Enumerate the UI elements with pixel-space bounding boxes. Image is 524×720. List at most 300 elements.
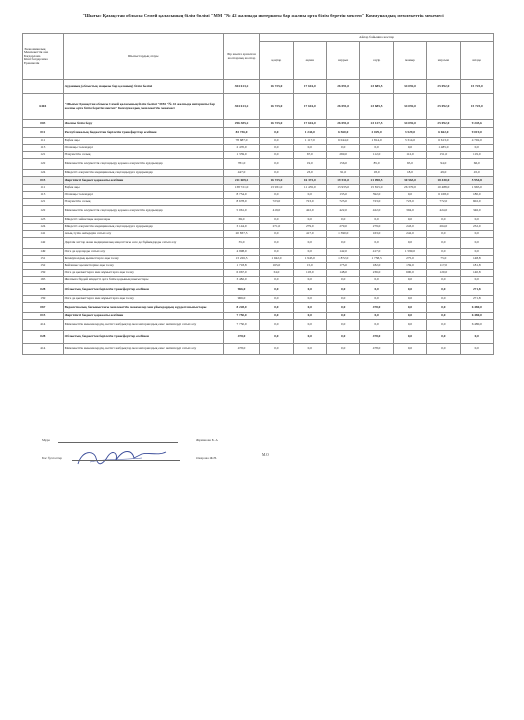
table-row — [23, 344, 494, 355]
row-month-value: 16 725,0 — [260, 94, 293, 120]
row-month-value: 30 563,0 — [393, 177, 426, 185]
table-row — [23, 217, 494, 224]
row-annual-total: 478,0 — [223, 331, 259, 344]
row-month-value: 422,0 — [326, 206, 359, 217]
row-month-value: 0,0 — [360, 238, 393, 249]
row-month-value: 0,0 — [360, 296, 393, 303]
row-code: 149 — [23, 249, 64, 256]
row-annual-total: 478,0 — [223, 344, 259, 355]
row-month-value: 1 814,0 — [360, 138, 393, 145]
row-month-value: 26 370,0 — [393, 185, 426, 192]
row-code: 067 — [23, 303, 64, 313]
row-code: 159 — [23, 296, 64, 303]
row-month-value: 0,0 — [393, 217, 426, 224]
row-month-value: 0,0 — [260, 128, 293, 138]
row-month-value: 0,0 — [360, 277, 393, 284]
row-code — [23, 80, 64, 94]
row-month-value: 163,0 — [360, 231, 393, 238]
row-month-value: 0,0 — [326, 331, 359, 344]
row-expense-name: Жалпы білім беру — [63, 120, 223, 128]
row-month-value: 159,0 — [393, 263, 426, 270]
stamp-label: М.О — [262, 453, 269, 457]
row-month-value: 723,0 — [393, 199, 426, 206]
row-month-value: 66,0 — [460, 159, 493, 170]
row-code: 124 — [23, 170, 64, 177]
row-annual-total: 8 678,0 — [223, 199, 259, 206]
row-month-value: 6 168,0 — [427, 192, 460, 199]
row-month-value: 0,0 — [427, 231, 460, 238]
row-month-value: 422,0 — [360, 206, 393, 217]
row-month-value: 0,0 — [260, 296, 293, 303]
row-month-value: 165,0 — [260, 263, 293, 270]
row-expense-name: Жалпыға бірдей міндетті орта білім қорының шығыстары — [63, 277, 223, 284]
row-month-value: 0,0 — [260, 331, 293, 344]
row-month-value: 156,0 — [326, 159, 359, 170]
row-month-value: 478,0 — [360, 303, 393, 313]
table-row — [23, 138, 494, 145]
row-annual-total: 966,0 — [223, 284, 259, 296]
row-annual-total: 20 837,5 — [223, 231, 259, 238]
header-month: шілде — [460, 42, 493, 80]
row-month-value: 91,0 — [326, 170, 359, 177]
header-month: мамыр — [393, 42, 426, 80]
row-expense-name: Міндетті әлеуметтік медициналық сақтандыруға аударымдар — [63, 224, 223, 231]
row-month-value: 0,0 — [427, 331, 460, 344]
accountant-signature-line — [72, 460, 180, 461]
header-monthly-plan: Айлар бойынша жоспар — [260, 34, 494, 42]
table-row — [23, 296, 494, 303]
row-expense-name: Мемлекеттік әлеуметтік сақтандыру қорына әлеуметтік аударымдар — [63, 159, 223, 170]
row-month-value: 0,0 — [427, 303, 460, 313]
row-code: 414 — [23, 344, 64, 355]
row-month-value: 180,0 — [460, 192, 493, 199]
row-month-value: 0,0 — [260, 313, 293, 320]
row-expense-name: Республикалық бюджеттен берілетін трансферттер есебінен — [63, 128, 223, 138]
row-annual-total: 304 613,2 — [223, 94, 259, 120]
row-code: 113 — [23, 192, 64, 199]
row-annual-total: 966,0 — [223, 296, 259, 303]
row-month-value: 0,0 — [427, 249, 460, 256]
row-expense-name: Мемлекеттік мекемелердің, негізгі жабдықтар мен материалдық емес активтерді сатып алу — [63, 320, 223, 331]
header-classification-line: Экономикалық — [24, 46, 46, 51]
director-label: Мұра — [42, 438, 50, 442]
row-month-value: 6 560,0 — [326, 128, 359, 138]
row-month-value: 9 019,0 — [460, 128, 493, 138]
table-row — [23, 270, 494, 277]
row-month-value: 10 488,0 — [427, 185, 460, 192]
table-row — [23, 80, 494, 94]
row-annual-total: 13 226,5 — [223, 256, 259, 263]
row-month-value: 15 725,0 — [460, 80, 493, 94]
row-month-value: 0,0 — [293, 344, 326, 355]
handwritten-signature — [72, 444, 172, 470]
row-month-value: 0,0 — [260, 277, 293, 284]
row-month-value: 275,0 — [393, 256, 426, 263]
row-annual-total: 3 482,0 — [223, 277, 259, 284]
row-month-value: 34,0 — [260, 270, 293, 277]
row-month-value: 17 616,0 — [293, 94, 326, 120]
row-month-value: 0,0 — [293, 303, 326, 313]
row-code: 111 — [23, 185, 64, 192]
row-month-value: 279,0 — [293, 224, 326, 231]
header-annual-plan: Бір жылға арналған жоспарлық жоспар — [223, 34, 259, 80]
row-month-value: 19,0 — [293, 159, 326, 170]
row-month-value: 0,0 — [460, 231, 493, 238]
row-month-value: 0,0 — [460, 344, 493, 355]
row-expense-name: Еңбек ақы — [63, 138, 223, 145]
row-month-value: 232,0 — [460, 224, 493, 231]
row-month-value: 0,0 — [326, 313, 359, 320]
header-classification-line: Кіші багдарлама — [24, 57, 48, 62]
row-month-value: 0,0 — [427, 296, 460, 303]
row-annual-total: 35,0 — [223, 238, 259, 249]
row-month-value: 478,0 — [360, 344, 393, 355]
row-month-value: 0,0 — [293, 320, 326, 331]
row-annual-total: 781,0 — [223, 159, 259, 170]
row-month-value: 23 127,5 — [360, 120, 393, 128]
director-name: Жұманова Б. А — [196, 438, 218, 442]
row-month-value: 182,0 — [360, 263, 393, 270]
table-row — [23, 185, 494, 192]
row-month-value: 723,0 — [293, 199, 326, 206]
row-month-value: 17 616,0 — [293, 80, 326, 94]
row-expense-name: Әлеуметтік салық — [63, 199, 223, 206]
row-month-value: 148,0 — [326, 270, 359, 277]
row-month-value: 0,0 — [427, 217, 460, 224]
row-month-value: 1 244,0 — [293, 128, 326, 138]
row-month-value: 1 485,0 — [427, 145, 460, 152]
row-month-value: 0,0 — [293, 284, 326, 296]
header-month: ақпан — [293, 42, 326, 80]
row-month-value: 1 758,5 — [360, 256, 393, 263]
row-month-value: 23 685,5 — [360, 94, 393, 120]
row-month-value: 0,0 — [393, 192, 426, 199]
row-month-value: 0,0 — [427, 344, 460, 355]
row-month-value: 23,0 — [293, 170, 326, 177]
row-month-value: 592,0 — [360, 192, 393, 199]
table-row — [23, 231, 494, 238]
row-month-value: 119,0 — [460, 152, 493, 159]
row-month-value: 0,0 — [293, 331, 326, 344]
row-month-value: 26 091,0 — [326, 80, 359, 94]
row-month-value: 0,0 — [393, 277, 426, 284]
row-month-value: 140,8 — [460, 270, 493, 277]
row-month-value: 279,0 — [360, 224, 393, 231]
row-month-value: 45,0 — [460, 170, 493, 177]
row-month-value: 1 599,0 — [393, 249, 426, 256]
header-expense-name: Шығыстардың атауы — [63, 34, 223, 80]
row-code: 151 — [23, 256, 64, 263]
row-month-value: 0,0 — [460, 238, 493, 249]
row-month-value: 6 044,0 — [326, 138, 359, 145]
row-expense-name: "Шығыс Қазақстан облысы Семей қаласының білім бөлімі "ММ "№ 42 жалпыда интернаты бар жалпы орта білім беретін мектеп" Коммуналдық мемлекеттік мекемесі — [63, 94, 223, 120]
table-row — [23, 313, 494, 320]
row-month-value: 602,0 — [460, 199, 493, 206]
row-expense-name: Дәрілік заттар және медициналық мақсаттағы өзге де бұйымдарды сатып алу — [63, 238, 223, 249]
row-annual-total: 1 718,8 — [223, 263, 259, 270]
row-annual-total: 8 228,0 — [223, 303, 259, 313]
table-row — [23, 284, 494, 296]
row-month-value: 6 480,0 — [460, 303, 493, 313]
row-month-value: 3 314,0 — [393, 138, 426, 145]
row-month-value: 26 091,0 — [326, 120, 359, 128]
row-code: 124 — [23, 224, 64, 231]
row-code: 015 — [23, 177, 64, 185]
row-month-value: 17 616,0 — [293, 120, 326, 128]
row-month-value: 151,0 — [427, 152, 460, 159]
budget-plan-table — [22, 33, 494, 355]
row-code: 121 — [23, 199, 64, 206]
row-month-value: 85,0 — [360, 159, 393, 170]
row-month-value: 19 531,0 — [326, 177, 359, 185]
row-month-value: 23 685,5 — [360, 80, 393, 94]
row-code: 121 — [23, 152, 64, 159]
row-month-value: 21 098,5 — [360, 177, 393, 185]
row-month-value: 346,0 — [460, 206, 493, 217]
row-expense-name: Жергілікті бюджет қаражаты есебінен — [63, 313, 223, 320]
row-month-value: 419,0 — [260, 206, 293, 217]
row-annual-total: 7 750,0 — [223, 320, 259, 331]
row-month-value: 0,0 — [260, 231, 293, 238]
table-row — [23, 331, 494, 344]
row-month-value: 148,8 — [460, 256, 493, 263]
row-expense-name: Мемлекеттік әлеуметтік сақтандыру қорына әлеуметтік аударымдар — [63, 206, 223, 217]
row-month-value: 13 935,0 — [326, 185, 359, 192]
row-month-value: 18,0 — [393, 170, 426, 177]
row-expense-name: Әлеуметтік салық — [63, 152, 223, 159]
row-month-value: 0,0 — [393, 145, 426, 152]
row-month-value: 0,0 — [393, 296, 426, 303]
row-month-value: 13 931,0 — [260, 185, 293, 192]
row-month-value: 0,0 — [260, 303, 293, 313]
header-month: сәуір — [360, 42, 393, 80]
row-annual-total: 447,0 — [223, 170, 259, 177]
row-month-value: 600,0 — [393, 270, 426, 277]
header-month: қаңтар — [260, 42, 293, 80]
row-code: 6404 — [23, 94, 64, 120]
row-month-value: 0,0 — [260, 170, 293, 177]
row-month-value: 16 725,0 — [260, 80, 293, 94]
table-row — [23, 263, 494, 270]
row-month-value: 18 430,0 — [427, 177, 460, 185]
row-month-value: 6 480,0 — [460, 313, 493, 320]
row-month-value: 6 613,0 — [427, 138, 460, 145]
row-month-value: 279,0 — [326, 224, 359, 231]
row-month-value: 0,0 — [260, 320, 293, 331]
row-month-value: 0,0 — [326, 296, 359, 303]
row-month-value: 175,0 — [326, 263, 359, 270]
table-row — [23, 206, 494, 217]
table-row — [23, 177, 494, 185]
row-month-value: 0,0 — [293, 296, 326, 303]
row-expense-name: Өтемақы төлемдері — [63, 192, 223, 199]
row-month-value: 236,0 — [360, 270, 393, 277]
row-month-value: 0,0 — [293, 249, 326, 256]
row-annual-total: 1 339,0 — [223, 152, 259, 159]
row-month-value: 417,0 — [293, 231, 326, 238]
row-month-value: 0,0 — [393, 303, 426, 313]
row-annual-total: 7 750,0 — [223, 313, 259, 320]
row-month-value: 4 792,0 — [460, 138, 493, 145]
row-expense-name: Азық-түлік өнімдерін сатып алу — [63, 231, 223, 238]
row-month-value: 394,0 — [393, 206, 426, 217]
table-row — [23, 152, 494, 159]
row-code: 123 — [23, 217, 64, 224]
director-signature-line — [58, 442, 178, 443]
row-month-value: 0,0 — [293, 217, 326, 224]
row-month-value: 0,0 — [293, 313, 326, 320]
row-month-value: 67,0 — [293, 152, 326, 159]
row-month-value: 271,0 — [260, 224, 293, 231]
table-row — [23, 256, 494, 263]
row-expense-name: Жергілікті бюджет қаражаты есебінен — [63, 177, 223, 185]
row-annual-total: 211 609,2 — [223, 177, 259, 185]
row-month-value: 0,0 — [260, 217, 293, 224]
row-month-value: 34 092,0 — [393, 80, 426, 94]
row-month-value: 0,0 — [360, 217, 393, 224]
row-month-value: 49,0 — [427, 170, 460, 177]
row-month-value: 15 815,0 — [360, 185, 393, 192]
row-month-value: 0,0 — [260, 238, 293, 249]
row-month-value: 0,0 — [260, 152, 293, 159]
row-expense-name: Еңбек ақы — [63, 185, 223, 192]
row-month-value: 0,0 — [427, 313, 460, 320]
header-month: маусым — [427, 42, 460, 80]
header-classification-line: Ерекшелік — [24, 60, 40, 65]
table-row — [23, 120, 494, 128]
row-month-value: 0,0 — [260, 145, 293, 152]
row-annual-total: 69,0 — [223, 217, 259, 224]
row-expense-name: Облыстық бюджеттен берілетін трансферттер есебінен — [63, 331, 223, 344]
row-code: 028 — [23, 284, 64, 296]
row-month-value: 0,0 — [427, 320, 460, 331]
row-month-value: 135,0 — [326, 192, 359, 199]
row-month-value: 0,0 — [260, 284, 293, 296]
table-row — [23, 159, 494, 170]
row-month-value: 142,0 — [326, 249, 359, 256]
row-month-value: 5 954,8 — [460, 177, 493, 185]
row-expense-name: Өзге де қорларды сатып алу — [63, 249, 223, 256]
row-month-value: 112,0 — [393, 152, 426, 159]
row-code: 111 — [23, 138, 64, 145]
table-row — [23, 145, 494, 152]
row-month-value: 0,0 — [460, 145, 493, 152]
row-code: 142 — [23, 238, 64, 249]
row-month-value: 9 245,6 — [460, 120, 493, 128]
table-row — [23, 303, 494, 313]
row-month-value: 0,0 — [326, 344, 359, 355]
row-month-value: 417,0 — [360, 249, 393, 256]
row-code: 165 — [23, 277, 64, 284]
row-month-value: 0,0 — [360, 313, 393, 320]
row-code: 159 — [23, 270, 64, 277]
row-month-value: 15,0 — [293, 263, 326, 270]
accountant-label: Бас бухгалтер — [42, 456, 63, 460]
row-month-value: 723,0 — [260, 199, 293, 206]
row-month-value: 120,0 — [427, 270, 460, 277]
row-month-value: 94,0 — [427, 159, 460, 170]
row-expense-name: Байланыс қызметтеріне ақы төлеу — [63, 263, 223, 270]
row-code: 414 — [23, 320, 64, 331]
row-month-value: 0,0 — [260, 249, 293, 256]
row-annual-total: 3 144,0 — [223, 224, 259, 231]
table-row — [23, 192, 494, 199]
row-month-value: 25 092,0 — [427, 80, 460, 94]
row-month-value: 0,0 — [260, 138, 293, 145]
row-annual-total: 8 754,0 — [223, 192, 259, 199]
row-month-value: 269,0 — [326, 152, 359, 159]
row-code: 141 — [23, 231, 64, 238]
header-classification-line: Багдарлама — [24, 53, 41, 58]
row-code: 122 — [23, 159, 64, 170]
row-month-value: 0,0 — [460, 217, 493, 224]
row-month-value: 264,0 — [427, 224, 460, 231]
row-expense-name: Өзге де қызметтерге мен жұмыстарға ақы төлеу — [63, 270, 223, 277]
row-month-value: 0,0 — [326, 145, 359, 152]
row-month-value: 34 092,0 — [393, 120, 426, 128]
row-expense-name: Міндетті зейнетақы жарналары — [63, 217, 223, 224]
table-row — [23, 320, 494, 331]
row-month-value: 0,0 — [460, 331, 493, 344]
row-expense-name: Облыстық бюджеттен берілетін трансферттер есебінен — [63, 284, 223, 296]
row-expense-name: Мемлекеттік мекемелердің, негізгі жабдықтар мен материалдық емес активтерді сатып алу — [63, 344, 223, 355]
row-code: 122 — [23, 206, 64, 217]
row-month-value: 0,0 — [326, 303, 359, 313]
row-month-value: 723,0 — [326, 199, 359, 206]
row-annual-total: 304 613,2 — [223, 80, 259, 94]
row-annual-total: 78 687,0 — [223, 138, 259, 145]
row-month-value: 3 529,0 — [393, 128, 426, 138]
table-row — [23, 224, 494, 231]
row-month-value: 34 092,0 — [393, 94, 426, 120]
row-code: 011 — [23, 128, 64, 138]
row-month-value: 0,0 — [360, 284, 393, 296]
row-month-value: 0,0 — [326, 238, 359, 249]
row-month-value: 11 435,0 — [293, 185, 326, 192]
row-month-value: 16 725,0 — [260, 177, 293, 185]
row-month-value: 0,0 — [293, 277, 326, 284]
row-month-value: 25 092,0 — [427, 94, 460, 120]
row-month-value: 0,0 — [260, 192, 293, 199]
row-month-value: 0,0 — [326, 277, 359, 284]
table-row — [23, 199, 494, 206]
row-month-value: 75,0 — [427, 256, 460, 263]
row-month-value: 181,8 — [460, 263, 493, 270]
row-month-value: 0,0 — [393, 331, 426, 344]
row-month-value: 15 725,0 — [460, 94, 493, 120]
row-month-value: 424,0 — [427, 206, 460, 217]
row-month-value: 26 091,0 — [326, 94, 359, 120]
header-classification — [23, 34, 64, 80]
row-month-value: 1 945,0 — [293, 256, 326, 263]
row-month-value: 0,0 — [326, 320, 359, 331]
row-month-value: 0,0 — [427, 277, 460, 284]
row-month-value: 6 662,0 — [427, 128, 460, 138]
row-month-value: 478,0 — [360, 331, 393, 344]
row-month-value: 0,0 — [293, 145, 326, 152]
row-month-value: 0,0 — [393, 320, 426, 331]
document-title: "Шығыс Қазақстан облысы Семей қаласының білім бөлімі "ММ "№ 42 жалпыда интернаты бар жалпы орта білім беретін мектеп" Коммуналдық мемлекеттік мекемесі — [82, 13, 444, 18]
accountant-name: Ожарова Ж.Н. — [196, 456, 217, 460]
row-month-value: 1 117,0 — [293, 138, 326, 145]
row-month-value: 1 965,0 — [460, 185, 493, 192]
row-month-value: 0,0 — [393, 238, 426, 249]
row-code: 028 — [23, 331, 64, 344]
row-month-value: 0,0 — [260, 344, 293, 355]
row-month-value: 16 372,0 — [293, 177, 326, 185]
row-annual-total: 6 067,0 — [223, 270, 259, 277]
row-expense-name: Ауданның (облыстық маңызы бар қаланың) білім бөлімі — [63, 80, 223, 94]
